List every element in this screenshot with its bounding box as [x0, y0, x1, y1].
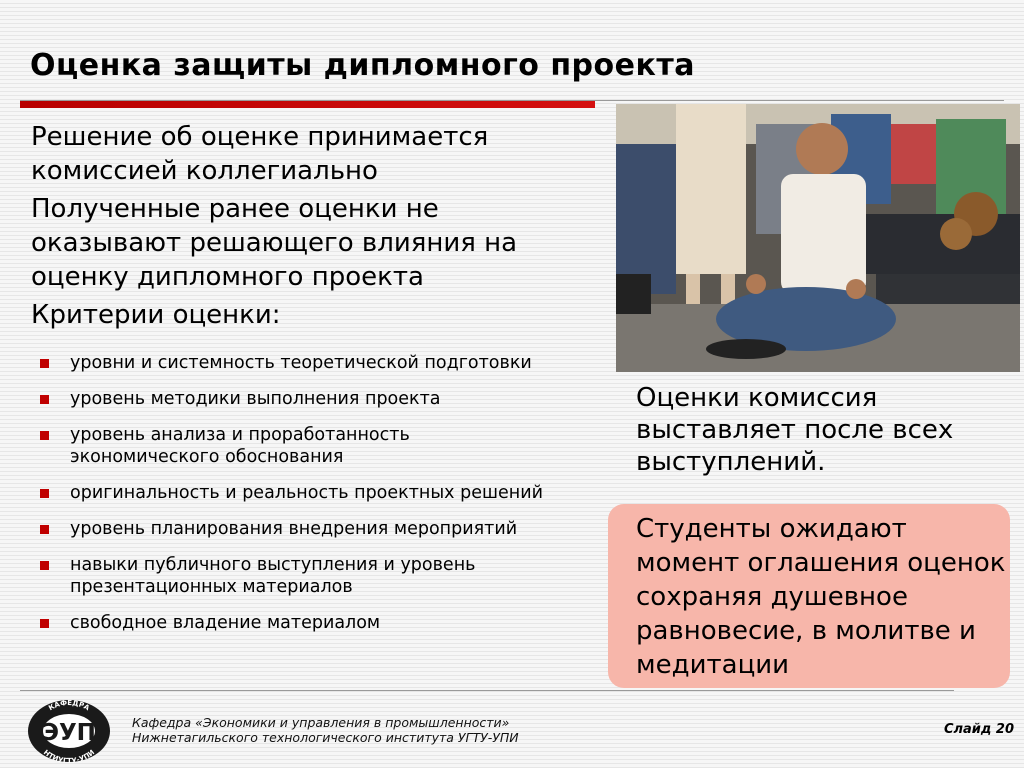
criteria-item: [40, 612, 610, 634]
square-bullet-icon: [40, 561, 49, 570]
logo-top-text: КАФЕДРА: [47, 698, 91, 713]
footer-caption: [132, 715, 519, 745]
square-bullet-icon: [40, 489, 49, 498]
criteria-item: [40, 482, 610, 504]
footer-department: Кафедра «Экономики и управления в промышленности»: [132, 715, 510, 730]
criteria-item: [40, 352, 610, 374]
criteria-item-text: уровень методики выполнения проекта: [70, 389, 441, 409]
criteria-item-text: уровень планирования внедрения мероприятий: [70, 519, 518, 539]
main-text-block: [31, 120, 591, 336]
criteria-item-text: оригинальность и реальность проектных решений: [70, 483, 543, 503]
footer-divider: [20, 690, 954, 691]
criteria-item: [40, 554, 610, 598]
criteria-list: [40, 352, 610, 648]
photo-illustration: [616, 104, 1020, 372]
callout-text: Студенты ожидают момент оглашения оценок сохраняя душевное равновесие, в молитве и медитации: [636, 514, 1006, 680]
square-bullet-icon: [40, 359, 49, 368]
footer-institute: Нижнетагильского технологического института УГТУ-УПИ: [132, 730, 519, 745]
paragraph-previous-grades: Полученные ранее оценки не оказывают решающего влияния на оценку дипломного проекта: [31, 194, 518, 292]
criteria-item-text: уровни и системность теоретической подготовки: [70, 353, 532, 373]
criteria-item: [40, 424, 610, 468]
criteria-item-text: свободное владение материалом: [70, 613, 381, 633]
criteria-item-text: уровень анализа и проработанность экономического обоснования: [70, 425, 410, 467]
logo-main-text: ЭУП: [42, 720, 96, 746]
logo-emblem-icon: [26, 698, 112, 764]
criteria-item-text: навыки публичного выступления и уровень презентационных материалов: [70, 555, 476, 597]
square-bullet-icon: [40, 431, 49, 440]
department-logo: [26, 698, 112, 764]
commission-note: Оценки комиссия выставляет после всех выступлений.: [636, 383, 954, 477]
students-callout: [608, 504, 1010, 688]
square-bullet-icon: [40, 525, 49, 534]
meditating-student-photo: [616, 104, 1020, 372]
slide-title: Оценка защиты дипломного проекта: [30, 48, 695, 83]
square-bullet-icon: [40, 619, 49, 628]
slide-number: Слайд 20: [943, 722, 1014, 737]
logo-bottom-text: НТИУГТУ-УПИ: [41, 748, 97, 764]
paragraph-criteria-heading: Критерии оценки:: [31, 300, 281, 330]
criteria-item: [40, 518, 610, 540]
square-bullet-icon: [40, 395, 49, 404]
title-accent-bar: [20, 101, 595, 108]
paragraph-decision: Решение об оценке принимается комиссией коллегиально: [31, 122, 489, 186]
criteria-item: [40, 388, 610, 410]
